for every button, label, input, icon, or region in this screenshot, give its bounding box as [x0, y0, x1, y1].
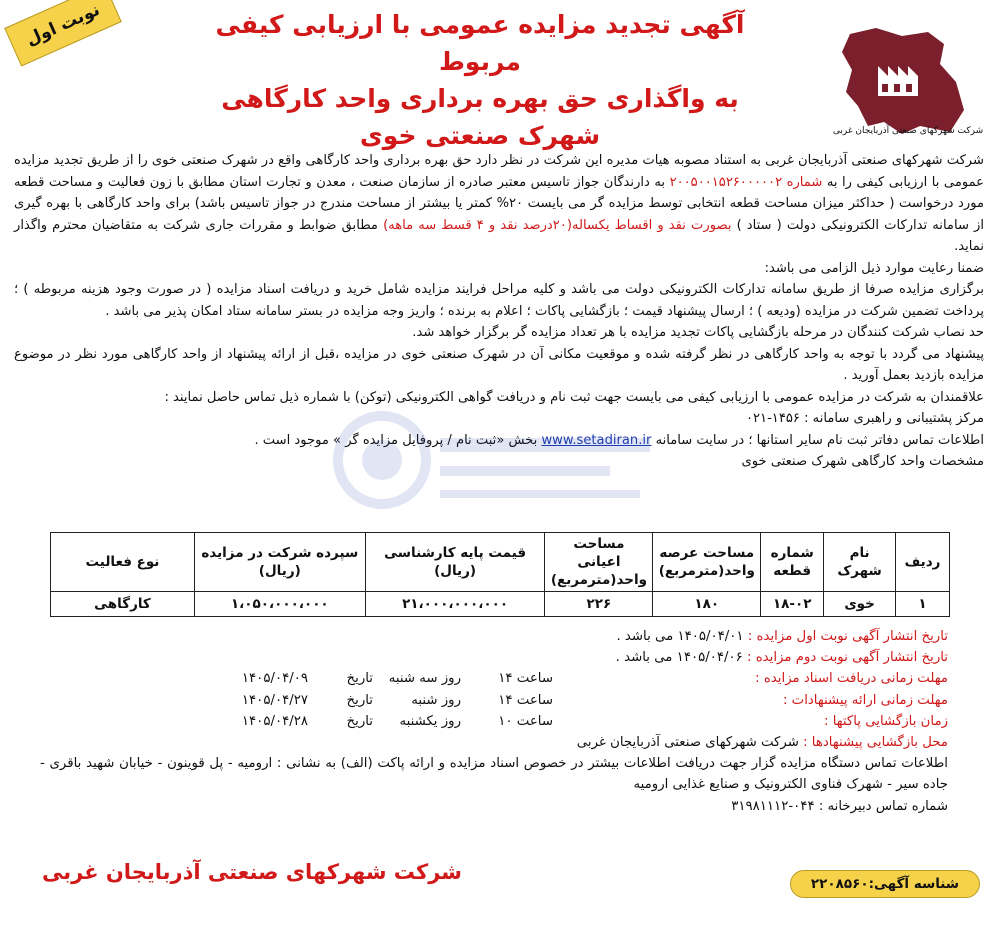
requirement-visit: پیشنهاد می گردد با توجه به واحد کارگاهی در نظر گرفته شده و موقعیت مکانی آن در شهرک صنعتی خوی در مزایده ،قبل از ارائه پیشنهاد از واحد کارگاهی مورد نظر در موضوع مزایده بازدید بعمل آورید .	[14, 346, 984, 383]
ad-id-badge: شناسه آگهی:۲۲۰۸۵۶۰	[790, 870, 980, 898]
cell-town: خوی	[824, 592, 896, 617]
support-center: مرکز پشتیبانی و راهبری سامانه : ۱۴۵۶-۰۲۱	[745, 411, 984, 426]
first-publication-value: ۱۴۰۵/۰۴/۰۱ می باشد .	[616, 629, 744, 644]
offers-deadline-time: ساعت ۱۴	[498, 692, 553, 708]
contact-address: اطلاعات تماس دستگاه مزایده گزار جهت دریافت اطلاعات بیشتر در خصوص اسناد مزایده و ارائه پاکت (الف) به نشانی : ارومیه - پل قوینون - خیابان شهید باقری - جاده سیر - شهرک فناوی الکترونیک و صنایع غذایی ارومیه	[40, 756, 948, 793]
header-town: نام شهرک	[824, 533, 896, 592]
offers-deadline	[40, 690, 948, 711]
docs-deadline-label: مهلت زمانی دریافت اسناد مزایده :	[755, 671, 948, 687]
header-row-no: ردیف	[896, 533, 950, 592]
registration-text-a: اطلاعات تماس دفاتر ثبت نام سایر استانها ؛ در سایت سامانه	[651, 432, 984, 448]
opening-time-hour: ساعت ۱۰	[498, 713, 553, 729]
first-publication	[40, 626, 948, 647]
unit-specs-heading: مشخصات واحد کارگاهی شهرک صنعتی خوی	[741, 454, 984, 469]
docs-deadline-time: ساعت ۱۴	[498, 671, 553, 687]
title-line-1: آگهی تجدید مزایده عمومی با ارزیابی کیفی مربوط	[215, 10, 745, 76]
opening-place-value: شرکت شهرکهای صنعتی آذربایجان غربی	[576, 734, 799, 750]
requirement-token: علاقمندان به شرکت در مزایده عمومی با ارزیابی کیفی می بایست جهت ثبت نام و دریافت گواهی الکترونیکی (توکن) با شماره ذیل تماس حاصل نمایند :	[164, 389, 984, 405]
first-round-badge: نوبت اول	[4, 0, 122, 67]
docs-deadline-date: ۱۴۰۵/۰۴/۰۹	[241, 671, 308, 687]
header-activity: نوع فعالیت	[51, 533, 195, 592]
opening-place	[40, 732, 948, 753]
notice-title	[180, 6, 780, 154]
opening-time-date-label: تاریخ	[346, 713, 373, 729]
cell-activity: کارگاهی	[51, 592, 195, 617]
logo-caption: شرکت شهرکهای صنعتی آذربایجان غربی	[832, 126, 984, 136]
opening-place-label: محل بازگشایی پیشنهادها :	[798, 734, 948, 750]
header-deposit: سپرده شرکت در مزایده (ریال)	[194, 533, 365, 592]
table-row	[51, 592, 950, 617]
opening-time-date: ۱۴۰۵/۰۴/۲۸	[241, 713, 308, 729]
docs-deadline	[40, 668, 948, 689]
intro-text-c: مطابق ضوابط و مقررات جاری شرکت به متقاضیان محترم واگذار نماید.	[14, 217, 984, 254]
docs-deadline-date-label: تاریخ	[346, 671, 373, 687]
notice-body	[14, 150, 984, 473]
intro-text-a: شرکت شهرکهای صنعتی آذربایجان غربی به استناد مصوبه هیات مدیره این شرکت در نظر دارد حق بهره برداری واحد کارگاهی واقع در شهرک صنعتی خوی را از طریق تجدید مزایده عمومی با ارزیابی کیفی را به	[14, 153, 984, 190]
factory-map-logo-icon	[832, 22, 982, 142]
offers-deadline-date-label: تاریخ	[346, 692, 373, 708]
setadiran-link[interactable]: www.setadiran.ir	[541, 432, 652, 448]
header-land-area: مساحت عرصه واحد(مترمربع)	[653, 533, 761, 592]
docs-deadline-day: روز سه شنبه	[388, 671, 461, 687]
header-building-area: مساحت اعیانی واحد(مترمربع)	[545, 533, 653, 592]
registration-text-b: بخش «ثبت نام / پروفایل مزایده گر » موجود است .	[254, 432, 542, 448]
opening-time-label: زمان بازگشایی پاکتها :	[824, 713, 948, 729]
header-base-price: قیمت پایه کارشناسی (ریال)	[365, 533, 545, 592]
offers-deadline-label: مهلت زمانی ارائه پیشنهادات :	[782, 692, 948, 708]
schedule-section	[40, 626, 948, 817]
second-publication	[40, 647, 948, 668]
tender-number: شماره ۲۰۰۵۰۰۱۵۲۶۰۰۰۰۰۲	[669, 174, 823, 190]
payment-terms: بصورت نقد و اقساط یکساله(۲۰درصد نقد و ۴ قسط سه ماهه)	[383, 217, 732, 233]
intro-paragraph	[14, 150, 984, 258]
second-publication-label: تاریخ انتشار آگهی نوبت دوم مزایده :	[742, 650, 948, 666]
cell-row-no: ۱	[896, 592, 950, 617]
offers-deadline-date: ۱۴۰۵/۰۴/۲۷	[241, 692, 308, 708]
opening-time	[40, 711, 948, 732]
requirements-heading: ضمنا رعایت موارد ذیل الزامی می باشد:	[764, 260, 984, 276]
second-publication-value: ۱۴۰۵/۰۴/۰۶ می باشد .	[615, 650, 743, 666]
secretariat-phone: شماره تماس دبیرخانه : ۰۴۴-۳۱۹۸۱۱۱۲	[731, 798, 948, 814]
title-line-3: شهرک صنعتی خوی	[359, 121, 601, 150]
unit-specs-table	[50, 532, 950, 617]
footer-company-name: شرکت شهرکهای صنعتی آذربایجان غربی	[42, 860, 462, 884]
table-header-row	[51, 533, 950, 592]
intro-text-b: به دارندگان جواز تاسیس معتبر صادره از سازمان صنعت ، معدن و تجارت استان مطابق با زون فعالیت و مساحت قطعه مورد درخواست ( حداکثر میزان مساحت قطعه انتخابی توسط مزایده گر می بایست ۲۰% کمتر یا بیشتر از مساحت مندرج در جواز تاسیس باشد) برای واحد کارگاهی با بهره گیری از سامانه تدارکات الکترونیکی دولت ( ستاد )	[14, 174, 984, 233]
cell-building-area: ۲۲۶	[545, 592, 653, 617]
requirement-setad: برگزاری مزایده صرفا از طریق سامانه تدارکات الکترونیکی دولت می باشد و کلیه مراحل فرایند مزایده شامل خرید و دریافت اسناد مزایده ( در صورت وجود هزینه مربوطه ) ؛ پرداخت تضمین شرکت در مزایده (ودیعه ) ؛ ارسال پیشنهاد قیمت ؛ بازگشایی پاکات ؛ اعلام به برنده ؛ واریز وجه مزایده در بستر سامانه ستاد امکان پذیر می باشد .	[14, 282, 984, 319]
cell-base-price: ۲۱،۰۰۰،۰۰۰،۰۰۰	[365, 592, 545, 617]
cell-deposit: ۱،۰۵۰،۰۰۰،۰۰۰	[194, 592, 365, 617]
requirement-quorum: حد نصاب شرکت کنندگان در مرحله بازگشایی پاکات تجدید مزایده با هر تعداد مزایده گر برگزار خواهد شد.	[412, 325, 984, 340]
cell-plot-no: ۱۸-۰۲	[761, 592, 824, 617]
opening-time-day: روز یکشنبه	[399, 713, 461, 729]
first-publication-label: تاریخ انتشار آگهی نوبت اول مزایده :	[743, 629, 948, 644]
cell-land-area: ۱۸۰	[653, 592, 761, 617]
header-plot-no: شماره قطعه	[761, 533, 824, 592]
offers-deadline-day: روز شنبه	[411, 692, 461, 708]
registration-offices	[14, 430, 984, 452]
title-line-2: به واگذاری حق بهره برداری واحد کارگاهی	[221, 84, 739, 113]
